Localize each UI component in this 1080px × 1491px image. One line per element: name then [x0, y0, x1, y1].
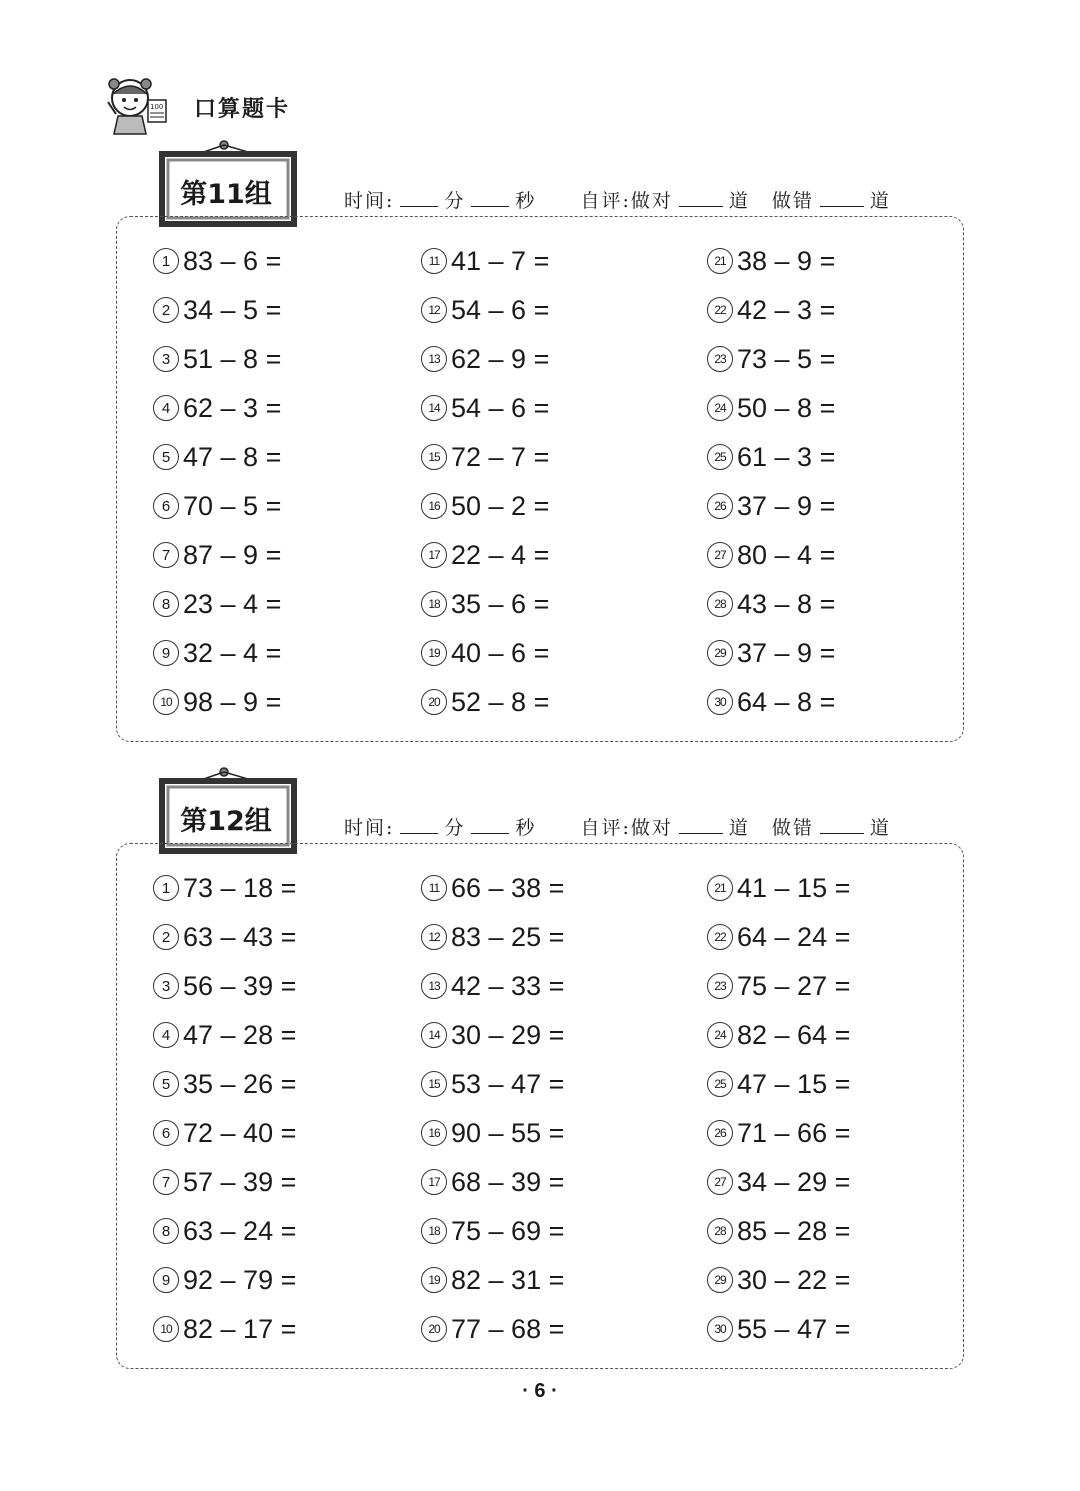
- problem-item: [707, 917, 850, 957]
- problem-number: 21: [707, 875, 733, 901]
- problem-expression: 41 – 7 =: [451, 245, 550, 276]
- problem-number: 20: [421, 689, 447, 715]
- group-label: 第11组: [180, 179, 272, 210]
- problem-item: [421, 682, 549, 722]
- problem-number: 27: [707, 1169, 733, 1195]
- problem-number: 23: [707, 973, 733, 999]
- problem-number: 27: [707, 542, 733, 568]
- problem-item: [153, 437, 281, 477]
- problem-item: [421, 241, 549, 281]
- problem-number: 10: [153, 689, 179, 715]
- problem-number: 18: [421, 1218, 447, 1244]
- problem-number: 6: [153, 1120, 179, 1146]
- problem-number: 14: [421, 1022, 447, 1048]
- problem-expression: 37 – 9 =: [737, 490, 836, 521]
- problem-number: 20: [421, 1316, 447, 1342]
- problem-item: [707, 868, 850, 908]
- group-meta: [344, 813, 891, 840]
- minute-blank[interactable]: [400, 192, 438, 207]
- problem-number: 28: [707, 591, 733, 617]
- problem-item: [421, 437, 549, 477]
- problem-number: 15: [421, 444, 447, 470]
- problem-expression: 82 – 17 =: [183, 1313, 297, 1344]
- second-blank[interactable]: [471, 192, 509, 207]
- problem-expression: 54 – 6 =: [451, 392, 550, 423]
- problem-expression: 73 – 18 =: [183, 872, 297, 903]
- problem-item: [153, 1064, 296, 1104]
- problem-number: 26: [707, 1120, 733, 1146]
- problem-expression: 87 – 9 =: [183, 539, 282, 570]
- second-label: 秒: [515, 817, 537, 839]
- problem-item: [153, 241, 281, 281]
- problem-expression: 92 – 79 =: [183, 1264, 297, 1295]
- problem-item: [153, 290, 281, 330]
- problem-item: [153, 1309, 296, 1349]
- problem-expression: 72 – 7 =: [451, 441, 550, 472]
- svg-text:100: 100: [150, 103, 164, 111]
- problem-item: [421, 486, 549, 526]
- problem-number: 8: [153, 591, 179, 617]
- problem-number: 16: [421, 493, 447, 519]
- page-header: [100, 72, 290, 142]
- problem-expression: 51 – 8 =: [183, 343, 282, 374]
- problem-expression: 52 – 8 =: [451, 686, 550, 717]
- problem-number: 11: [421, 875, 447, 901]
- problem-item: [153, 388, 281, 428]
- problem-item: [707, 1211, 850, 1251]
- problem-number: 4: [153, 395, 179, 421]
- problem-item: [421, 966, 564, 1006]
- problem-item: [707, 966, 850, 1006]
- eval-label: 自评:做对: [580, 817, 673, 839]
- girl-mascot-icon: [100, 72, 172, 142]
- problem-item: [421, 1211, 564, 1251]
- problem-item: [707, 486, 835, 526]
- problem-expression: 42 – 33 =: [451, 970, 565, 1001]
- problem-number: 11: [421, 248, 447, 274]
- minute-blank[interactable]: [400, 819, 438, 834]
- problem-number: 26: [707, 493, 733, 519]
- group-sign: [158, 765, 298, 841]
- problem-item: [421, 1162, 564, 1202]
- problem-number: 29: [707, 1267, 733, 1293]
- problem-expression: 55 – 47 =: [737, 1313, 851, 1344]
- problem-expression: 30 – 22 =: [737, 1264, 851, 1295]
- problem-item: [707, 633, 835, 673]
- problem-expression: 50 – 8 =: [737, 392, 836, 423]
- problem-item: [707, 535, 835, 575]
- problem-number: 9: [153, 1267, 179, 1293]
- problem-item: [421, 535, 549, 575]
- problem-expression: 63 – 24 =: [183, 1215, 297, 1246]
- group-label: 第12组: [180, 806, 272, 837]
- problem-expression: 62 – 9 =: [451, 343, 550, 374]
- correct-blank[interactable]: [679, 819, 723, 834]
- problem-expression: 66 – 38 =: [451, 872, 565, 903]
- correct-unit: 道: [728, 190, 750, 212]
- problem-expression: 50 – 2 =: [451, 490, 550, 521]
- problem-number: 25: [707, 444, 733, 470]
- problem-expression: 43 – 8 =: [737, 588, 836, 619]
- problem-item: [153, 1211, 296, 1251]
- problem-item: [153, 682, 281, 722]
- problem-item: [707, 1113, 850, 1153]
- problem-expression: 47 – 15 =: [737, 1068, 851, 1099]
- problem-number: 1: [153, 875, 179, 901]
- problem-box: [116, 843, 964, 1369]
- problem-expression: 61 – 3 =: [737, 441, 836, 472]
- problem-expression: 47 – 8 =: [183, 441, 282, 472]
- problem-item: [707, 339, 835, 379]
- problem-item: [707, 584, 835, 624]
- problem-expression: 41 – 15 =: [737, 872, 851, 903]
- problem-number: 19: [421, 1267, 447, 1293]
- problem-item: [707, 1064, 850, 1104]
- problem-item: [707, 1309, 850, 1349]
- problem-expression: 83 – 25 =: [451, 921, 565, 952]
- problem-number: 25: [707, 1071, 733, 1097]
- problem-number: 19: [421, 640, 447, 666]
- problem-expression: 37 – 9 =: [737, 637, 836, 668]
- minute-label: 分: [444, 817, 466, 839]
- problem-expression: 54 – 6 =: [451, 294, 550, 325]
- problem-item: [707, 682, 835, 722]
- problem-expression: 34 – 5 =: [183, 294, 282, 325]
- problem-number: 3: [153, 973, 179, 999]
- problem-expression: 40 – 6 =: [451, 637, 550, 668]
- problem-item: [421, 633, 549, 673]
- wrong-label: 做错: [771, 817, 814, 839]
- problem-number: 22: [707, 924, 733, 950]
- problem-item: [153, 917, 296, 957]
- problem-item: [707, 1015, 850, 1055]
- problem-number: 12: [421, 297, 447, 323]
- problem-number: 3: [153, 346, 179, 372]
- problem-item: [707, 388, 835, 428]
- problem-expression: 71 – 66 =: [737, 1117, 851, 1148]
- problem-item: [153, 633, 281, 673]
- problem-expression: 57 – 39 =: [183, 1166, 297, 1197]
- problem-item: [153, 966, 296, 1006]
- problem-number: 6: [153, 493, 179, 519]
- problem-expression: 34 – 29 =: [737, 1166, 851, 1197]
- problem-expression: 68 – 39 =: [451, 1166, 565, 1197]
- problem-item: [153, 339, 281, 379]
- problem-expression: 22 – 4 =: [451, 539, 550, 570]
- problem-box: [116, 216, 964, 742]
- problem-number: 5: [153, 1071, 179, 1097]
- problem-item: [153, 868, 296, 908]
- problem-expression: 42 – 3 =: [737, 294, 836, 325]
- problem-number: 8: [153, 1218, 179, 1244]
- wrong-blank[interactable]: [820, 819, 864, 834]
- problem-expression: 23 – 4 =: [183, 588, 282, 619]
- problem-expression: 75 – 27 =: [737, 970, 851, 1001]
- problem-number: 9: [153, 640, 179, 666]
- problem-item: [421, 1260, 564, 1300]
- problem-expression: 73 – 5 =: [737, 343, 836, 374]
- time-label: 时间:: [344, 817, 395, 839]
- problem-expression: 82 – 64 =: [737, 1019, 851, 1050]
- problem-expression: 85 – 28 =: [737, 1215, 851, 1246]
- problem-expression: 72 – 40 =: [183, 1117, 297, 1148]
- problem-item: [707, 241, 835, 281]
- group-meta: [344, 186, 891, 213]
- problem-number: 5: [153, 444, 179, 470]
- page-number: · 6 ·: [522, 1380, 558, 1402]
- problem-number: 17: [421, 542, 447, 568]
- second-label: 秒: [515, 190, 537, 212]
- problem-number: 17: [421, 1169, 447, 1195]
- problem-expression: 75 – 69 =: [451, 1215, 565, 1246]
- problem-item: [707, 290, 835, 330]
- problem-number: 30: [707, 1316, 733, 1342]
- correct-blank[interactable]: [679, 192, 723, 207]
- problem-expression: 80 – 4 =: [737, 539, 836, 570]
- problem-number: 2: [153, 924, 179, 950]
- problem-item: [421, 1309, 564, 1349]
- wrong-blank[interactable]: [820, 192, 864, 207]
- problem-number: 10: [153, 1316, 179, 1342]
- problem-number: 7: [153, 1169, 179, 1195]
- problem-expression: 32 – 4 =: [183, 637, 282, 668]
- problem-item: [421, 290, 549, 330]
- problem-item: [421, 868, 564, 908]
- problem-number: 13: [421, 973, 447, 999]
- problem-expression: 64 – 24 =: [737, 921, 851, 952]
- problem-item: [153, 1162, 296, 1202]
- problem-number: 30: [707, 689, 733, 715]
- problem-number: 23: [707, 346, 733, 372]
- problem-expression: 62 – 3 =: [183, 392, 282, 423]
- problem-number: 14: [421, 395, 447, 421]
- eval-label: 自评:做对: [580, 190, 673, 212]
- problem-expression: 35 – 6 =: [451, 588, 550, 619]
- problem-expression: 30 – 29 =: [451, 1019, 565, 1050]
- problem-item: [153, 1113, 296, 1153]
- problem-expression: 56 – 39 =: [183, 970, 297, 1001]
- problem-number: 29: [707, 640, 733, 666]
- problem-number: 28: [707, 1218, 733, 1244]
- problem-number: 13: [421, 346, 447, 372]
- problem-item: [153, 1260, 296, 1300]
- problem-item: [421, 917, 564, 957]
- problem-number: 15: [421, 1071, 447, 1097]
- problem-expression: 53 – 47 =: [451, 1068, 565, 1099]
- problem-expression: 63 – 43 =: [183, 921, 297, 952]
- problem-number: 24: [707, 395, 733, 421]
- minute-label: 分: [444, 190, 466, 212]
- problem-item: [153, 1015, 296, 1055]
- problem-expression: 82 – 31 =: [451, 1264, 565, 1295]
- time-label: 时间:: [344, 190, 395, 212]
- problem-number: 16: [421, 1120, 447, 1146]
- problem-item: [421, 339, 549, 379]
- problem-item: [421, 1015, 564, 1055]
- problem-item: [153, 584, 281, 624]
- second-blank[interactable]: [471, 819, 509, 834]
- wrong-label: 做错: [771, 190, 814, 212]
- problem-number: 18: [421, 591, 447, 617]
- problem-number: 22: [707, 297, 733, 323]
- problem-number: 2: [153, 297, 179, 323]
- problem-number: 7: [153, 542, 179, 568]
- problem-expression: 83 – 6 =: [183, 245, 282, 276]
- problem-item: [421, 1113, 564, 1153]
- problem-item: [707, 437, 835, 477]
- problem-number: 12: [421, 924, 447, 950]
- problem-expression: 38 – 9 =: [737, 245, 836, 276]
- group-sign: [158, 138, 298, 214]
- problem-expression: 47 – 28 =: [183, 1019, 297, 1050]
- problem-number: 1: [153, 248, 179, 274]
- problem-item: [421, 388, 549, 428]
- wrong-unit: 道: [869, 817, 891, 839]
- problem-item: [421, 584, 549, 624]
- problem-number: 4: [153, 1022, 179, 1048]
- problem-item: [707, 1260, 850, 1300]
- problem-number: 21: [707, 248, 733, 274]
- problem-expression: 35 – 26 =: [183, 1068, 297, 1099]
- wrong-unit: 道: [869, 190, 891, 212]
- problem-expression: 77 – 68 =: [451, 1313, 565, 1344]
- correct-unit: 道: [728, 817, 750, 839]
- problem-item: [153, 486, 281, 526]
- problem-number: 24: [707, 1022, 733, 1048]
- card-title: 口算题卡: [194, 96, 291, 122]
- problem-item: [421, 1064, 564, 1104]
- problem-expression: 70 – 5 =: [183, 490, 282, 521]
- problem-item: [707, 1162, 850, 1202]
- problem-expression: 98 – 9 =: [183, 686, 282, 717]
- problem-item: [153, 535, 281, 575]
- problem-expression: 90 – 55 =: [451, 1117, 565, 1148]
- problem-expression: 64 – 8 =: [737, 686, 836, 717]
